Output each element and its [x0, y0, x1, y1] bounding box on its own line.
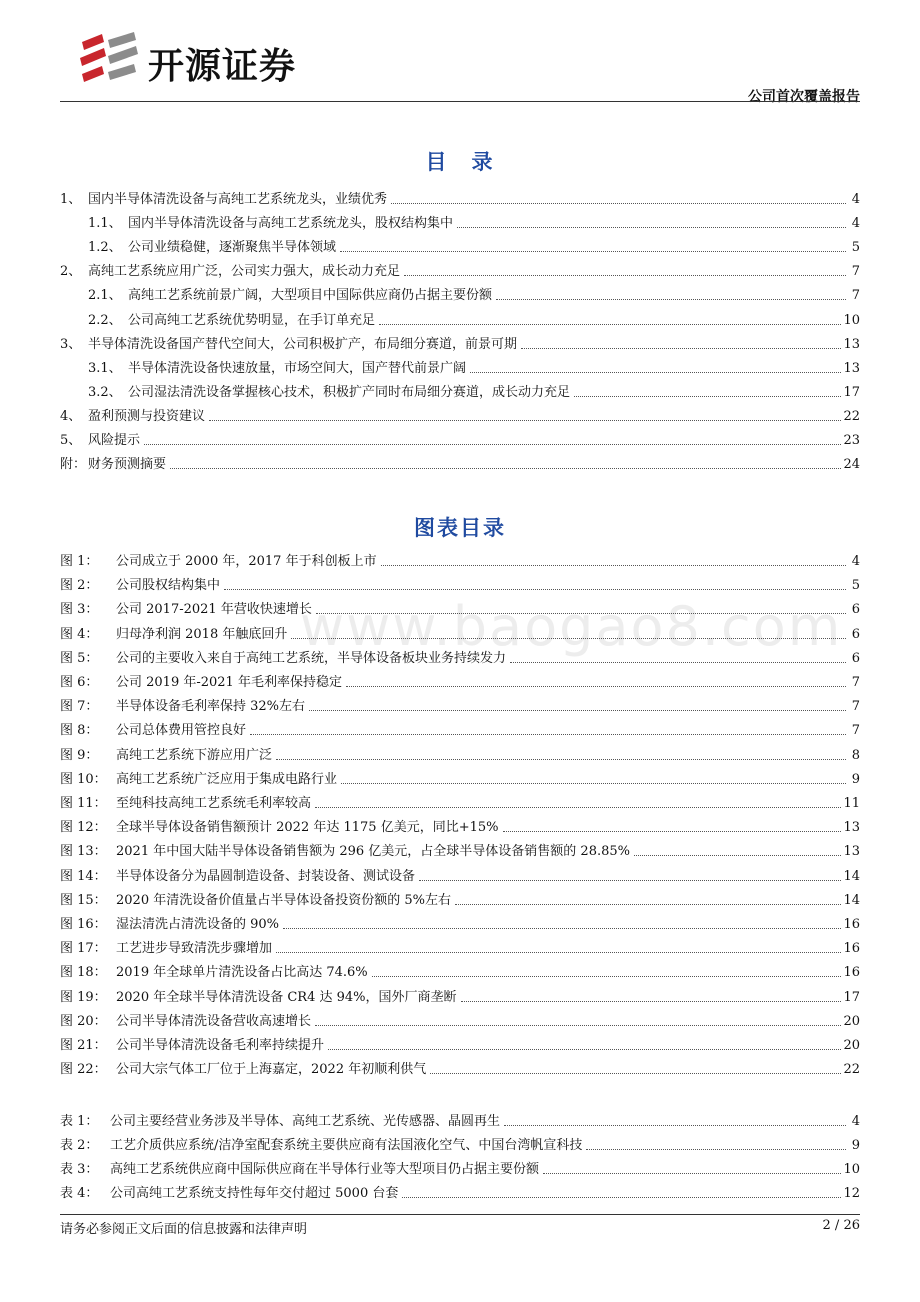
figure-entry-leader-dots	[276, 948, 841, 953]
figure-entry-page: 17	[843, 989, 860, 1005]
toc-entry-title: 公司业绩稳健，逐渐聚焦半导体领域	[128, 240, 337, 256]
toc-entry-number: 2.1、	[88, 288, 122, 304]
figure-entry-leader-dots	[430, 1069, 841, 1074]
figure-entry-number: 图 3：	[60, 602, 99, 618]
toc-entry-page: 22	[843, 408, 860, 424]
table-entry-title: 高纯工艺系统供应商中国际供应商在半导体行业等大型项目仍占据主要份额	[110, 1162, 540, 1177]
figure-entry-page: 6	[851, 602, 860, 618]
figure-entry-title: 公司 2019 年-2021 年毛利率保持稳定	[116, 675, 342, 690]
figure-entry-page: 9	[851, 771, 860, 787]
figure-entry[interactable]	[60, 887, 860, 909]
figure-entry-title: 公司大宗气体工厂位于上海嘉定，2022 年初顺利供气	[116, 1062, 427, 1078]
figure-entry-page: 16	[843, 941, 860, 957]
table-entry-leader-dots	[402, 1193, 841, 1198]
figure-entry-page: 7	[851, 723, 860, 739]
toc-entry-leader-dots	[457, 223, 846, 228]
toc-entry-number: 4、	[60, 408, 82, 424]
figure-entry-leader-dots	[276, 755, 846, 760]
figure-entry-title: 归母净利润 2018 年触底回升	[116, 626, 288, 642]
toc-entry[interactable]	[60, 331, 860, 353]
footer-divider	[60, 1214, 860, 1215]
toc-entry-title: 高纯工艺系统前景广阔，大型项目中国际供应商仍占据主要份额	[128, 288, 493, 304]
footer-disclaimer: 请务必参阅正文后面的信息披露和法律声明	[60, 1222, 308, 1237]
table-entry-number: 表 4：	[60, 1186, 99, 1201]
figure-entry[interactable]	[60, 838, 860, 860]
table-entry-leader-dots	[504, 1121, 846, 1126]
table-entry-page: 10	[843, 1162, 860, 1177]
figure-entry-leader-dots	[315, 803, 841, 808]
figure-entry-title: 高纯工艺系统下游应用广泛	[116, 747, 273, 763]
table-entry[interactable]	[60, 1180, 860, 1202]
toc-entry[interactable]	[60, 403, 860, 425]
figure-entry[interactable]	[60, 863, 860, 885]
figure-entry-number: 图 18：	[60, 965, 107, 981]
figure-entry-number: 图 9：	[60, 747, 99, 763]
toc-entry-page: 7	[851, 264, 860, 280]
toc-entry-number: 1.2、	[88, 240, 122, 256]
figure-entry-number: 图 19：	[60, 989, 107, 1005]
figure-entry-title: 2020 年清洗设备价值量占半导体设备投资份额的 5%左右	[116, 892, 451, 908]
table-entry-page: 12	[843, 1186, 860, 1201]
figure-entry-page: 8	[851, 747, 860, 763]
figure-entry-number: 图 7：	[60, 699, 99, 715]
toc-entry-page: 4	[851, 192, 860, 207]
toc-title: 目 录	[425, 150, 495, 174]
toc-entry-number: 1.1、	[88, 216, 122, 232]
figure-entry-page: 5	[851, 578, 860, 594]
toc-entry-page: 4	[851, 216, 860, 232]
toc-entry-leader-dots	[496, 295, 846, 300]
figure-entry[interactable]	[60, 742, 860, 764]
table-entry-number: 表 1：	[60, 1114, 99, 1129]
brand-name: 开源证券	[148, 46, 297, 87]
toc-entry-title: 盈利预测与投资建议	[88, 408, 206, 424]
figure-entry[interactable]	[60, 717, 860, 739]
toc-entry[interactable]	[88, 379, 860, 401]
figure-entry-number: 图 12：	[60, 820, 107, 836]
toc-entry-leader-dots	[574, 392, 841, 397]
figure-entry-leader-dots	[419, 876, 841, 881]
figure-entry-leader-dots	[634, 851, 841, 856]
toc-entry-page: 17	[843, 384, 860, 400]
toc-entry-page: 13	[843, 336, 860, 352]
toc-entry-page: 13	[843, 360, 860, 376]
watermark: www.baogao8.com	[300, 595, 843, 658]
figure-entry[interactable]	[60, 790, 860, 812]
toc-entry-page: 7	[851, 288, 860, 304]
figure-entry-page: 20	[843, 1013, 860, 1029]
figure-entry-title: 半导体设备分为晶圆制造设备、封装设备、测试设备	[116, 868, 416, 884]
figure-entry-number: 图 4：	[60, 626, 99, 642]
toc-entry-leader-dots	[209, 416, 841, 421]
toc-entry-page: 10	[843, 312, 860, 328]
toc-entry-leader-dots	[521, 344, 841, 349]
figure-entry-page: 16	[843, 917, 860, 932]
toc-entry[interactable]	[60, 258, 860, 280]
table-entry-page: 9	[851, 1138, 860, 1153]
figure-entry-page: 16	[843, 965, 860, 981]
toc-entry[interactable]	[88, 282, 860, 304]
page-number: 2 / 26	[822, 1218, 860, 1233]
figure-entry-number: 图 20：	[60, 1013, 107, 1029]
header-divider	[60, 101, 860, 102]
table-entry[interactable]	[60, 1132, 860, 1154]
toc-entry-title: 半导体清洗设备快速放量，市场空间大，国产替代前景广阔	[128, 360, 467, 376]
toc-entry[interactable]	[88, 307, 860, 329]
figure-entry-number: 图 13：	[60, 844, 107, 860]
figure-entry[interactable]	[60, 959, 860, 981]
figure-entry-title: 公司股权结构集中	[116, 578, 221, 594]
figure-entry[interactable]	[60, 1032, 860, 1054]
figure-entry-title: 全球半导体设备销售额预计 2022 年达 1175 亿美元，同比+15%	[116, 820, 499, 836]
figure-entry-page: 13	[843, 820, 860, 836]
toc-entry-leader-dots	[379, 320, 841, 325]
toc-entry-leader-dots	[170, 464, 841, 469]
figure-entry-page: 14	[843, 868, 860, 884]
figure-entry-page: 7	[851, 699, 860, 715]
figure-entry-title: 公司半导体清洗设备毛利率持续提升	[116, 1038, 325, 1053]
figure-entry-leader-dots	[461, 997, 842, 1002]
toc-entry-title: 财务预测摘要	[88, 457, 167, 473]
figure-entry[interactable]	[60, 669, 860, 691]
figure-entry-number: 图 10：	[60, 771, 107, 787]
toc-entry-number: 3、	[60, 336, 82, 352]
figure-entry-number: 图 5：	[60, 650, 99, 666]
figure-entry[interactable]	[60, 1056, 860, 1078]
table-entry-leader-dots	[543, 1169, 841, 1174]
figure-entry-number: 图 21：	[60, 1038, 107, 1053]
figure-entry-leader-dots	[283, 924, 841, 929]
toc-entry-title: 公司高纯工艺系统优势明显，在手订单充足	[128, 312, 376, 328]
figure-entry-number: 图 8：	[60, 723, 99, 739]
figure-entry-number: 图 11：	[60, 796, 107, 811]
figure-entry-leader-dots	[510, 658, 846, 663]
table-entry[interactable]	[60, 1156, 860, 1178]
table-entry-title: 公司高纯工艺系统支持性每年交付超过 5000 台套	[110, 1186, 399, 1201]
figure-entry[interactable]	[60, 935, 860, 957]
figure-entry-leader-dots	[250, 730, 846, 735]
figure-entry-leader-dots	[328, 1045, 841, 1050]
figure-entry-leader-dots	[309, 706, 846, 711]
toc-entry-number: 2、	[60, 264, 82, 280]
figure-entry-page: 4	[851, 554, 860, 569]
figure-entry-title: 半导体设备毛利率保持 32%左右	[116, 699, 306, 715]
toc-entry-page: 5	[851, 240, 860, 256]
report-type: 公司首次覆盖报告	[748, 89, 860, 105]
figure-entry-title: 公司总体费用管控良好	[116, 723, 247, 739]
toc-entry-page: 23	[843, 433, 860, 448]
toc-entry-leader-dots	[391, 199, 846, 204]
toc-entry-number: 附：	[60, 457, 87, 473]
toc-entry-number: 3.2、	[88, 384, 122, 400]
toc-entry[interactable]	[88, 210, 860, 232]
figure-entry-leader-dots	[346, 682, 846, 687]
toc-entry-page: 24	[843, 457, 860, 473]
toc-entry[interactable]	[60, 186, 860, 208]
toc-entry-title: 半导体清洗设备国产替代空间大，公司积极扩产，布局细分赛道，前景可期	[88, 336, 518, 352]
figure-entry-title: 公司成立于 2000 年，2017 年于科创板上市	[116, 554, 377, 569]
figure-entry-title: 公司半导体清洗设备营收高速增长	[116, 1013, 312, 1029]
figure-entry[interactable]	[60, 1008, 860, 1030]
toc-entry-number: 5、	[60, 433, 82, 448]
figure-entry-number: 图 1：	[60, 554, 99, 569]
figure-entry-title: 高纯工艺系统广泛应用于集成电路行业	[116, 771, 338, 787]
figure-entry[interactable]	[60, 645, 860, 667]
figure-entry-page: 6	[851, 650, 860, 666]
figure-entry-page: 6	[851, 626, 860, 642]
figure-entry-page: 13	[843, 844, 860, 860]
figure-entry-leader-dots	[455, 900, 841, 905]
figure-entry-page: 7	[851, 675, 860, 690]
figure-entry-leader-dots	[503, 827, 842, 832]
toc-entry-title: 公司湿法清洗设备掌握核心技术，积极扩产同时布局细分赛道，成长动力充足	[128, 384, 571, 400]
table-entry-number: 表 3：	[60, 1162, 99, 1177]
toc-entry-leader-dots	[404, 271, 846, 276]
figure-entry-page: 22	[843, 1062, 860, 1078]
figure-entry-number: 图 14：	[60, 868, 107, 884]
toc-entry-title: 高纯工艺系统应用广泛，公司实力强大，成长动力充足	[88, 264, 401, 280]
toc-entry-leader-dots	[144, 440, 841, 445]
figure-entry[interactable]	[60, 911, 860, 933]
figure-entry-number: 图 22：	[60, 1062, 107, 1078]
toc-entry[interactable]	[60, 427, 860, 449]
figure-entry-title: 公司的主要收入来自于高纯工艺系统，半导体设备板块业务持续发力	[116, 650, 507, 666]
figure-entry[interactable]	[60, 596, 860, 618]
table-entry-title: 工艺介质供应系统/洁净室配套系统主要供应商有法国液化空气、中国台湾帆宣科技	[110, 1138, 583, 1153]
toc-entry-leader-dots	[470, 368, 841, 373]
figure-entry[interactable]	[60, 693, 860, 715]
figure-entry-title: 至纯科技高纯工艺系统毛利率较高	[116, 796, 312, 811]
toc-entry[interactable]	[88, 234, 860, 256]
figure-entry[interactable]	[60, 572, 860, 594]
figure-entry-number: 图 17：	[60, 941, 107, 957]
figure-entry-number: 图 15：	[60, 892, 107, 908]
figure-entry-title: 2020 年全球半导体清洗设备 CR4 达 94%，国外厂商垄断	[116, 989, 457, 1005]
figure-entry-page: 14	[843, 892, 860, 908]
figure-entry[interactable]	[60, 984, 860, 1006]
toc-entry-number: 2.2、	[88, 312, 122, 328]
figure-entry[interactable]	[60, 548, 860, 570]
figure-entry-number: 图 16：	[60, 917, 107, 932]
page-header	[60, 28, 860, 105]
table-entry-leader-dots	[586, 1145, 846, 1150]
figures-toc-title: 图表目录	[414, 516, 506, 540]
figure-entry-title: 湿法清洗占清洗设备的 90%	[116, 917, 280, 932]
figure-entry[interactable]	[60, 621, 860, 643]
table-entry-page: 4	[851, 1114, 860, 1129]
figure-entry-page: 11	[843, 796, 860, 811]
figure-entry[interactable]	[60, 814, 860, 836]
table-entry-title: 公司主要经营业务涉及半导体、高纯工艺系统、光传感器、晶圆再生	[110, 1114, 501, 1129]
toc-entry[interactable]	[60, 451, 860, 473]
figure-entry-number: 图 2：	[60, 578, 99, 594]
figure-entry[interactable]	[60, 766, 860, 788]
figure-entry-leader-dots	[381, 561, 846, 566]
figure-entry-title: 工艺进步导致清洗步骤增加	[116, 941, 273, 957]
toc-entry-leader-dots	[340, 247, 846, 252]
toc-entry-number: 1、	[60, 192, 82, 207]
toc-entry-title: 国内半导体清洗设备与高纯工艺系统龙头，业绩优秀	[88, 192, 388, 207]
table-entry[interactable]	[60, 1108, 860, 1130]
figure-entry-number: 图 6：	[60, 675, 99, 690]
kaiyuan-logo-icon	[78, 32, 140, 86]
figure-entry-leader-dots	[315, 1021, 841, 1026]
figure-entry-leader-dots	[291, 634, 846, 639]
figure-entry-leader-dots	[372, 972, 842, 977]
figure-entry-page: 20	[843, 1038, 860, 1053]
figure-entry-title: 2021 年中国大陆半导体设备销售额为 296 亿美元，占全球半导体设备销售额的 28.85%	[116, 844, 630, 860]
figure-entry-leader-dots	[224, 585, 846, 590]
figure-entry-title: 公司 2017-2021 年营收快速增长	[116, 602, 312, 618]
toc-entry-number: 3.1、	[88, 360, 122, 376]
figure-entry-leader-dots	[316, 609, 846, 614]
toc-entry-title: 国内半导体清洗设备与高纯工艺系统龙头，股权结构集中	[128, 216, 454, 232]
toc-entry-title: 风险提示	[88, 433, 141, 448]
table-entry-number: 表 2：	[60, 1138, 99, 1153]
figure-entry-title: 2019 年全球单片清洗设备占比高达 74.6%	[116, 965, 368, 981]
toc-entry[interactable]	[88, 355, 860, 377]
figure-entry-leader-dots	[341, 779, 846, 784]
